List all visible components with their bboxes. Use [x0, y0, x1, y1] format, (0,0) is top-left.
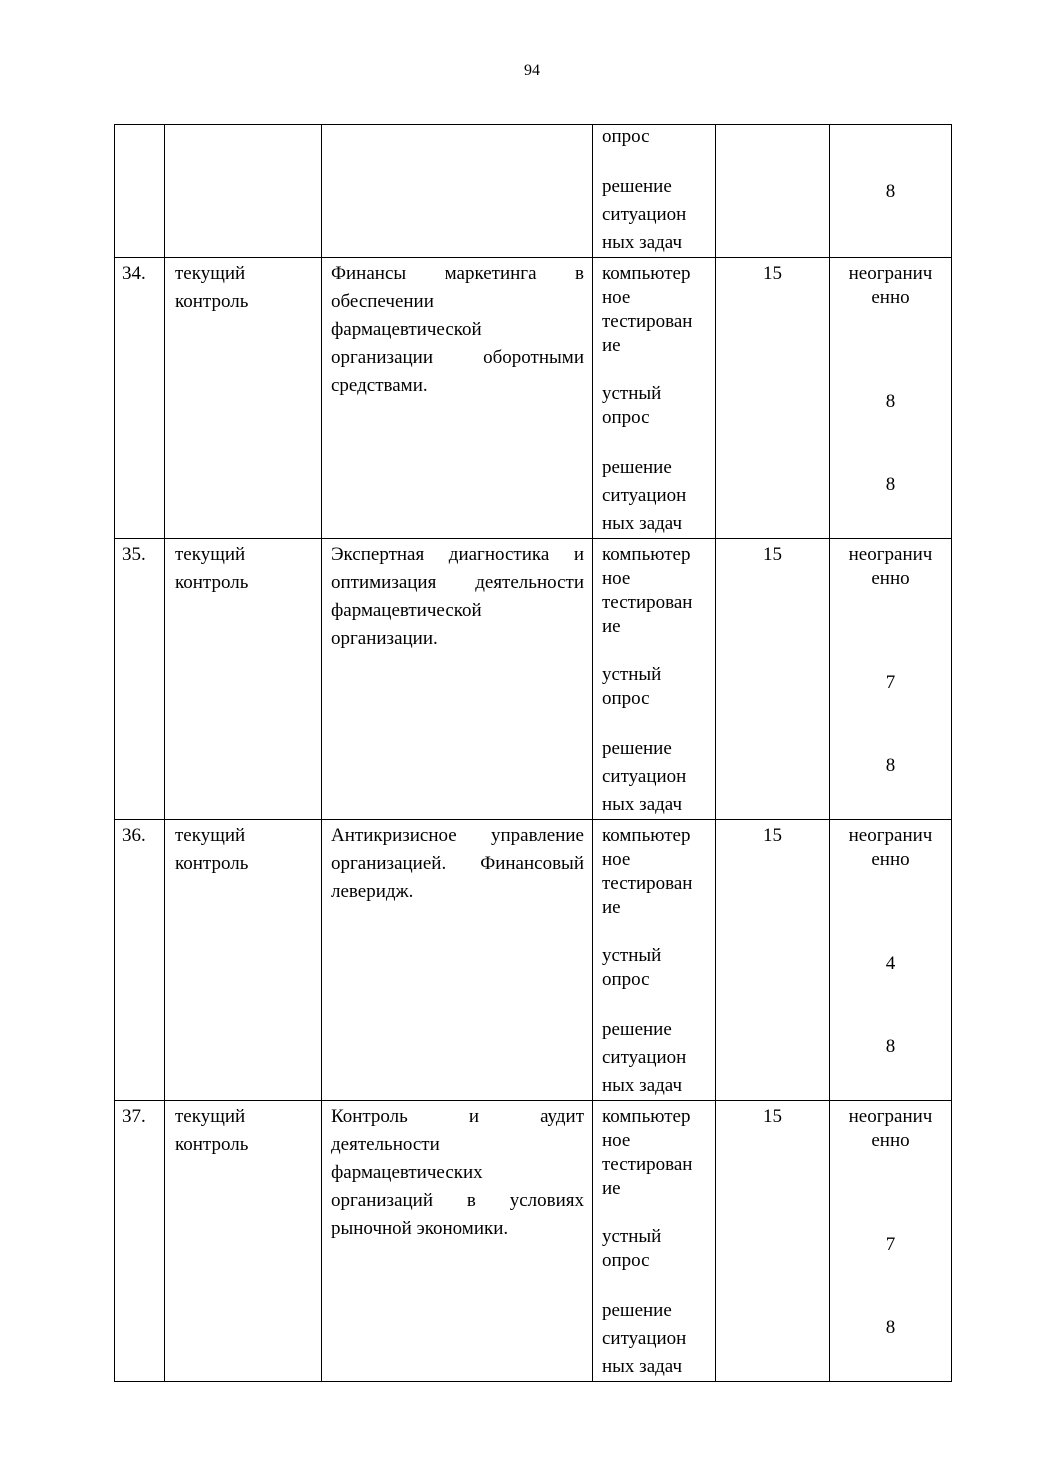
form-case-tasks — [602, 1016, 715, 1100]
kind-line: контроль — [175, 572, 249, 593]
form-line: ситуацион — [602, 766, 687, 787]
cell-num: 36. — [115, 820, 165, 1101]
attempts-value: 8 — [885, 755, 896, 776]
form-line: ситуацион — [602, 1328, 687, 1349]
form-line: решение — [602, 457, 672, 478]
attempts-value: 8 — [885, 474, 896, 495]
attempts-unlimited — [830, 1101, 951, 1153]
table-row — [115, 820, 952, 1101]
attempts-value: 7 — [885, 1234, 896, 1255]
form-computer-testing — [602, 262, 715, 358]
form-line: ных задач — [602, 794, 683, 815]
form-line: ное — [602, 568, 631, 589]
attempts-line: енно — [871, 1130, 910, 1151]
attempts-line: неогранич — [848, 263, 933, 284]
attempts-line: енно — [871, 287, 910, 308]
cell-attempts — [830, 1101, 952, 1382]
topic-line: организации оборотными — [331, 347, 584, 368]
attempts-line: неогранич — [848, 825, 933, 846]
attempts-unlimited — [830, 539, 951, 591]
assessment-table — [114, 124, 952, 1382]
cell-num: 34. — [115, 258, 165, 539]
topic-line: оптимизация деятельности — [331, 572, 584, 593]
attempts-unlimited — [830, 820, 951, 872]
form-line: компьютер — [602, 263, 691, 284]
form-line: решение — [602, 1300, 672, 1321]
form-line: ие — [602, 616, 621, 637]
cell-num: 37. — [115, 1101, 165, 1382]
form-line: ных задач — [602, 513, 683, 534]
form-line: ное — [602, 1130, 631, 1151]
table-row-continuation — [115, 125, 952, 258]
cell-tasks: 15 — [716, 820, 830, 1101]
cell-kind — [165, 258, 322, 539]
attempts-value: 8 — [885, 1317, 896, 1338]
kind-line: текущий — [175, 825, 246, 846]
topic-line: Финансы маркетинга в — [331, 263, 584, 284]
form-line: тестирован — [602, 592, 693, 613]
form-line: тестирован — [602, 873, 693, 894]
cell-kind — [165, 1101, 322, 1382]
form-computer-testing — [602, 1105, 715, 1201]
form-line: компьютер — [602, 1106, 691, 1127]
cell-tasks: 15 — [716, 539, 830, 820]
attempts-value: 8 — [885, 1036, 896, 1057]
page-number: 94 — [524, 62, 540, 79]
form-line: устный — [602, 383, 662, 404]
form-case-tasks — [602, 454, 715, 538]
form-line: ситуацион — [602, 1047, 687, 1068]
table-row — [115, 539, 952, 820]
cell-topic — [322, 125, 593, 258]
form-line: компьютер — [602, 825, 691, 846]
cell-kind — [165, 125, 322, 258]
form-line: решение — [602, 738, 672, 759]
form-oral-survey — [602, 663, 715, 711]
topic-line: Антикризисное управление — [331, 825, 584, 846]
attempts-value: 4 — [885, 953, 896, 974]
form-line: ных задач — [602, 1356, 683, 1377]
form-computer-testing — [602, 824, 715, 920]
topic-line: организаций в условиях — [331, 1190, 584, 1211]
cell-topic — [322, 539, 593, 820]
cell-num: 35. — [115, 539, 165, 820]
kind-line: контроль — [175, 291, 249, 312]
cell-attempts — [830, 258, 952, 539]
form-case-tasks — [602, 735, 715, 819]
form-line: опрос — [602, 969, 650, 990]
cell-forms — [593, 1101, 716, 1382]
form-line: ных задач — [602, 1075, 683, 1096]
topic-line: деятельности — [331, 1134, 440, 1155]
form-case-tasks — [602, 1297, 715, 1381]
attempts-value: 8 — [885, 181, 896, 202]
attempts-line: енно — [871, 568, 910, 589]
kind-line: контроль — [175, 1134, 249, 1155]
attempts-value: 8 — [885, 391, 896, 412]
form-line: ситуацион — [602, 485, 687, 506]
attempts-value: 7 — [885, 672, 896, 693]
cell-forms — [593, 125, 716, 258]
form-computer-testing — [602, 543, 715, 639]
form-line: тестирован — [602, 311, 693, 332]
form-line: опрос — [602, 1250, 650, 1271]
cell-forms — [593, 820, 716, 1101]
topic-line: фармацевтической — [331, 319, 482, 340]
cell-attempts — [830, 125, 952, 258]
form-line: устный — [602, 664, 662, 685]
kind-line: текущий — [175, 544, 246, 565]
form-line: ное — [602, 849, 631, 870]
kind-line: текущий — [175, 1106, 246, 1127]
topic-line: обеспечении — [331, 291, 434, 312]
form-line: тестирован — [602, 1154, 693, 1175]
topic-line: фармацевтической — [331, 600, 482, 621]
form-oral-survey — [602, 944, 715, 992]
attempts-line: енно — [871, 849, 910, 870]
cell-tasks — [716, 125, 830, 258]
form-line: компьютер — [602, 544, 691, 565]
cell-tasks: 15 — [716, 258, 830, 539]
topic-line: леверидж. — [331, 881, 414, 902]
cell-topic — [322, 1101, 593, 1382]
form-line: решение — [602, 1019, 672, 1040]
form-line: опрос — [602, 407, 650, 428]
form-oral-survey — [602, 382, 715, 430]
cell-attempts — [830, 539, 952, 820]
kind-line: контроль — [175, 853, 249, 874]
cell-forms — [593, 258, 716, 539]
cell-tasks: 15 — [716, 1101, 830, 1382]
topic-line: средствами. — [331, 375, 428, 396]
cell-kind — [165, 539, 322, 820]
cell-attempts — [830, 820, 952, 1101]
form-item: опрос — [602, 126, 650, 147]
topic-line: рыночной экономики. — [331, 1218, 509, 1239]
table-row — [115, 1101, 952, 1382]
attempts-line: неогранич — [848, 544, 933, 565]
table-row — [115, 258, 952, 539]
form-line: ное — [602, 287, 631, 308]
form-oral-survey — [602, 1225, 715, 1273]
topic-line: организацией. Финансовый — [331, 853, 584, 874]
form-line: ие — [602, 1178, 621, 1199]
form-line: устный — [602, 945, 662, 966]
kind-line: текущий — [175, 263, 246, 284]
attempts-unlimited — [830, 258, 951, 310]
form-line: ие — [602, 897, 621, 918]
cell-kind — [165, 820, 322, 1101]
topic-line: Экспертная диагностика и — [331, 544, 584, 565]
topic-line: организации. — [331, 628, 438, 649]
cell-topic — [322, 258, 593, 539]
cell-num — [115, 125, 165, 258]
cell-topic — [322, 820, 593, 1101]
cell-forms — [593, 539, 716, 820]
topic-line: Контроль и аудит — [331, 1106, 584, 1127]
attempts-line: неогранич — [848, 1106, 933, 1127]
topic-line: фармацевтических — [331, 1162, 483, 1183]
form-line: устный — [602, 1226, 662, 1247]
form-line: ие — [602, 335, 621, 356]
form-line: опрос — [602, 688, 650, 709]
form-item: решение ситуацион ных задач — [602, 176, 687, 253]
